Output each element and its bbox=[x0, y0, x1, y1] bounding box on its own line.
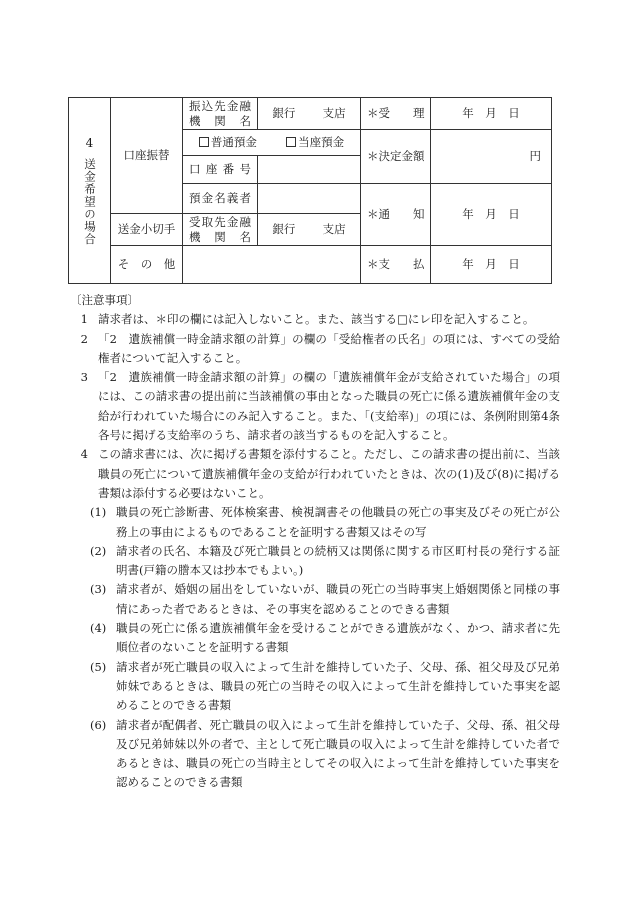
yokin-meigi-label: 預金名義者 bbox=[183, 184, 258, 214]
futsu-label: 普通預金 bbox=[210, 135, 257, 150]
sub-item: (2) 請求者の氏名、本籍及び死亡職員との続柄又は関係に関する市区町村長の発行する証明書(戸籍の謄本又は抄本でもよい。) bbox=[90, 543, 560, 578]
futsu-checkbox[interactable] bbox=[199, 137, 209, 147]
furikomi-saki-label: 振込先金融機関名 bbox=[183, 98, 258, 130]
furikomi-bank-cell[interactable] bbox=[258, 98, 361, 130]
sub-item: (3) 請求者が、婚姻の届出をしていないが、職員の死亡の当時事実上婚姻関係と同様の事情にあった者であるときは、その事実を認めることのできる書類 bbox=[90, 582, 560, 616]
juri-label: ＊受 理 bbox=[361, 98, 431, 130]
yokin-meigi-input[interactable] bbox=[258, 184, 361, 214]
tsuchi-date[interactable]: 年 月 日 bbox=[431, 184, 552, 246]
bank-label-2: 銀行 bbox=[272, 222, 296, 237]
note-item: 2 「2 遺族補償一時金請求額の計算」の欄の「受給権者の氏名」の項には、すべての受給権者について記入すること。 bbox=[80, 331, 560, 365]
section-4-cell bbox=[69, 98, 111, 284]
notes-section bbox=[70, 291, 560, 793]
sonota-input[interactable] bbox=[183, 246, 361, 284]
sub-item: (5) 請求者が死亡職員の収入によって生計を維持していた子、父母、孫、祖父母及び兄弟姉妹であるときは、職員の死亡の当時その収入によって生計を維持していた事実を認めることのできる書類 bbox=[90, 659, 560, 713]
account-type-cell bbox=[183, 130, 361, 156]
sub-item: (1) 職員の死亡診断書、死体検案書、検視調書その他職員の死亡の事実及びその死亡が公務上の事由によるものであることを証明する書類又はその写 bbox=[90, 505, 560, 539]
shiharai-date[interactable]: 年 月 日 bbox=[431, 246, 552, 284]
soukin-kogitte-label: 送金小切手 bbox=[111, 214, 183, 246]
remittance-form-table bbox=[68, 97, 552, 284]
kouza-furikae-label: 口座振替 bbox=[111, 98, 183, 214]
branch-label-2: 支店 bbox=[322, 222, 346, 237]
juri-date[interactable]: 年 月 日 bbox=[431, 98, 552, 130]
note-item: 1 請求者は、＊印の欄には記入しないこと。また、該当する□にレ印を記入すること。 bbox=[80, 312, 535, 327]
tsuchi-label: ＊通 知 bbox=[361, 184, 431, 246]
branch-label: 支店 bbox=[322, 106, 346, 121]
shiharai-label: ＊支 払 bbox=[361, 246, 431, 284]
kettei-kingaku-label: ＊決定金額 bbox=[361, 130, 431, 184]
sub-item: (4) 職員の死亡に係る遺族補償年金を受けることができる遺族がなく、かつ、請求者に先順位者のないことを証明する書類 bbox=[90, 621, 560, 655]
uketori-saki-label: 受取先金融機関名 bbox=[183, 214, 258, 246]
section-number: 4 bbox=[85, 135, 94, 150]
kouza-bango-label: 口座番号 bbox=[183, 156, 258, 184]
kouza-bango-input[interactable] bbox=[258, 156, 361, 184]
bank-label: 銀行 bbox=[272, 106, 296, 121]
sonota-label: そ の 他 bbox=[111, 246, 183, 284]
notes-heading: 〔注意事項〕 bbox=[70, 293, 139, 307]
uketori-bank-cell[interactable] bbox=[258, 214, 361, 246]
section-title: 送金希望の場合 bbox=[82, 157, 97, 246]
note-item: 4 この請求書には、次に掲げる書類を添付すること。ただし、この請求書の提出前に、当該職員の死亡について遺族補償年金の支給が行われていたときは、次の(1)及び(8)に掲げる書類は添付する必要はないこと。 bbox=[80, 447, 560, 500]
sub-item: (6) 請求者が配偶者、死亡職員の収入によって生計を維持していた子、父母、孫、祖父母及び兄弟姉妹以外の者で、主として死亡職員の収入によって生計を維持していた者であるときは、職員の死亡の当時主としてその収入によって生計を維持していた事実を認めることのできる書類 bbox=[90, 717, 560, 790]
toza-label: 当座預金 bbox=[298, 135, 345, 150]
note-item: 3 「2 遺族補償一時金請求額の計算」の欄の「遺族補償年金が支給されていた場合」の項には、この請求書の提出前に当該補償の事由となった職員の死亡に係る遺族補償年金の支給が行われていた場合にのみ記入すること。また、「(支給率)」の項には、条例附則第4条各号に掲げる支給率のうち、請求者の該当するものを記入すること。 bbox=[80, 370, 560, 443]
toza-checkbox[interactable] bbox=[286, 137, 296, 147]
kettei-kingaku-value[interactable]: 円 bbox=[431, 130, 552, 184]
